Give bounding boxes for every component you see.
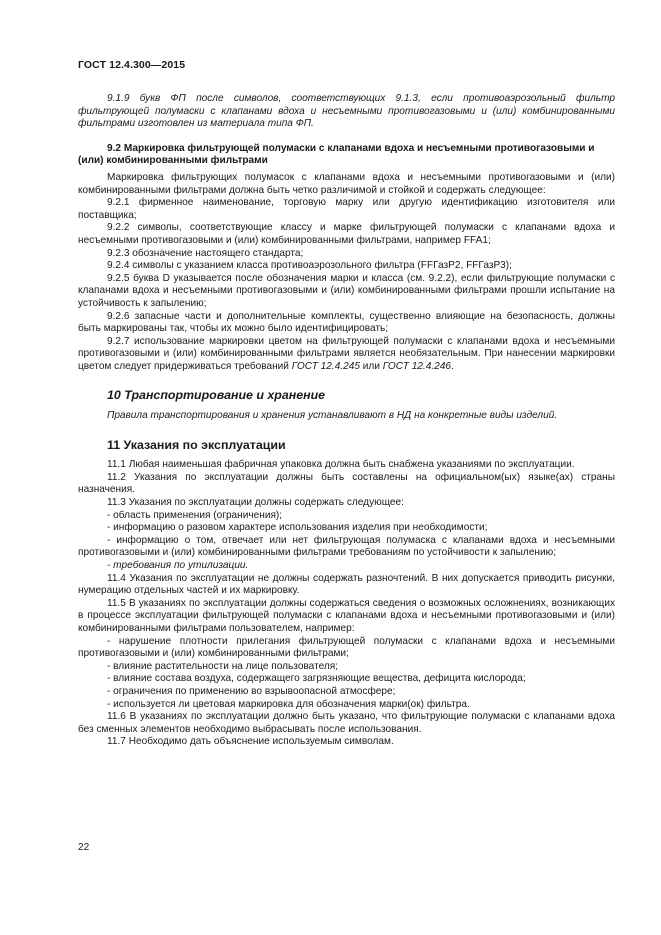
paragraph-9-2-4: 9.2.4 символы с указанием класса противоаэрозольного фильтра (FFГазР2, FFГазР3); xyxy=(107,260,512,272)
page-number: 22 xyxy=(78,842,90,853)
list-item: - информацию о том, отвечает или нет фильтрующая полумаска с клапанами вдоха и несъемными противогазовыми и (или) комбинированными фильтрами требованиям по устойчивости к запылению; xyxy=(78,534,615,559)
list-item: - нарушение плотности прилегания фильтрующей полумаски с клапанами вдоха и несъемными противогазовыми и (или) комбинированными фильтрами; xyxy=(78,635,615,660)
paragraph-11-2: 11.2 Указания по эксплуатации должны быть составлены на официальном(ых) языке(ах) страны назначения. xyxy=(78,471,615,496)
paragraph-11-3: 11.3 Указания по эксплуатации должны содержать следующее: xyxy=(107,497,404,509)
paragraph-9-2-1: 9.2.1 фирменное наименование, торговую марку или другую идентификацию изготовителя или поставщика; xyxy=(78,197,615,221)
paragraph-11-4: 11.4 Указания по эксплуатации не должны содержать разночтений. В них допускается приводить рисунки, нумерацию отдельных частей и их маркировку. xyxy=(78,572,615,597)
paragraph-9-2-6: 9.2.6 запасные части и дополнительные комплекты, существенно влияющие на безопасность, должны быть маркированы так, чтобы их можно было идентифицировать; xyxy=(78,310,615,335)
paragraph-10: Правила транспортирования и хранения устанавливают в НД на конкретные виды изделий. xyxy=(107,410,558,422)
list-item: - влияние состава воздуха, содержащего загрязняющие вещества, дефицита кислорода; xyxy=(107,673,526,685)
paragraph-9-2-2: 9.2.2 символы, соответствующие классу и марке фильтрующей полумаски с клапанами вдоха и несъемными противогазовыми и (или) комбинированными фильтрами, например FFA1; xyxy=(78,222,615,246)
paragraph-9-2-intro: Маркировка фильтрующих полумасок с клапанами вдоха и несъемными противогазовыми и (или) комбинированными фильтрами должна быть четко различимой и стойкой и содержать следующее: xyxy=(78,171,615,196)
paragraph-9-2-7 xyxy=(78,336,615,374)
sentence-end: . xyxy=(451,360,454,372)
section-10-heading: 10 Транспортирование и хранение xyxy=(107,388,326,403)
list-item: - ограничения по применению во взрывоопасной атмосфере; xyxy=(107,685,396,697)
paragraph-9-2-3: 9.2.3 обозначение настоящего стандарта; xyxy=(107,247,304,259)
section-11-heading: 11 Указания по эксплуатации xyxy=(107,437,286,452)
paragraph-11-5: 11.5 В указаниях по эксплуатации должны содержаться сведения о возможных осложнениях, возникающих в процессе эксплуатации фильтрующей полумаски с клапанами вдоха и несъемными противогазовыми и (или) комбинированными фильтрами пользователем, например: xyxy=(78,597,615,634)
paragraph-11-6: 11.6 В указаниях по эксплуатации должно быть указано, что фильтрующие полумаски с клапанами вдоха без сменных элементов необходимо выбрасывать после использования. xyxy=(78,711,615,735)
list-item: - требования по утилизации. xyxy=(107,560,249,571)
paragraph-11-1: 11.1 Любая наименьшая фабричная упаковка должна быть снабжена указаниями по эксплуатации. xyxy=(107,459,575,471)
document-header: ГОСТ 12.4.300—2015 xyxy=(78,59,186,71)
section-9-2-heading: 9.2 Маркировка фильтрующей полумаски с клапанами вдоха и несъемными противогазовыми и (или) комбинированными фильтрами xyxy=(78,142,595,167)
list-item: - информацию о разовом характере использования изделия при необходимости; xyxy=(107,522,488,534)
list-item: - область применения (ограничения); xyxy=(107,509,283,521)
paragraph-9-1-9: 9.1.9 букв ФП после символов, соответствующих 9.1.3, если противоаэрозольный фильтр фильтрующей полумаски с клапанами вдоха и несъемными противогазовыми и (или) комбинированными фильтрами изготовлен из материала типа ФП. xyxy=(78,93,615,130)
paragraph-9-2-7-text: 9.2.7 использование маркировки цветом на фильтрующей полумаски с клапанами вдоха и несъемными противогазовыми и (или) комбинированными фильтрами является необязательным. При нанесении маркировки цветом следует придерживаться требований xyxy=(78,335,615,372)
document-body xyxy=(78,93,615,749)
paragraph-11-7: 11.7 Необходимо дать объяснение используемым символам. xyxy=(107,736,394,748)
conjunction-text: или xyxy=(359,360,383,372)
list-item: - используется ли цветовая маркировка для обозначения марки(ок) фильтра. xyxy=(107,698,470,710)
standard-reference-link[interactable]: ГОСТ 12.4.246 xyxy=(382,360,451,372)
list-item: - влияние растительности на лице пользователя; xyxy=(107,660,339,672)
paragraph-9-2-5: 9.2.5 буква D указывается после обозначения марки и класса (см. 9.2.2), если фильтрующие полумаски с клапанами вдоха и несъемными противогазовыми и (или) комбинированными фильтрами прошли испытание на устойчивость к запылению; xyxy=(78,272,615,309)
standard-reference-link[interactable]: ГОСТ 12.4.245 xyxy=(291,360,360,372)
